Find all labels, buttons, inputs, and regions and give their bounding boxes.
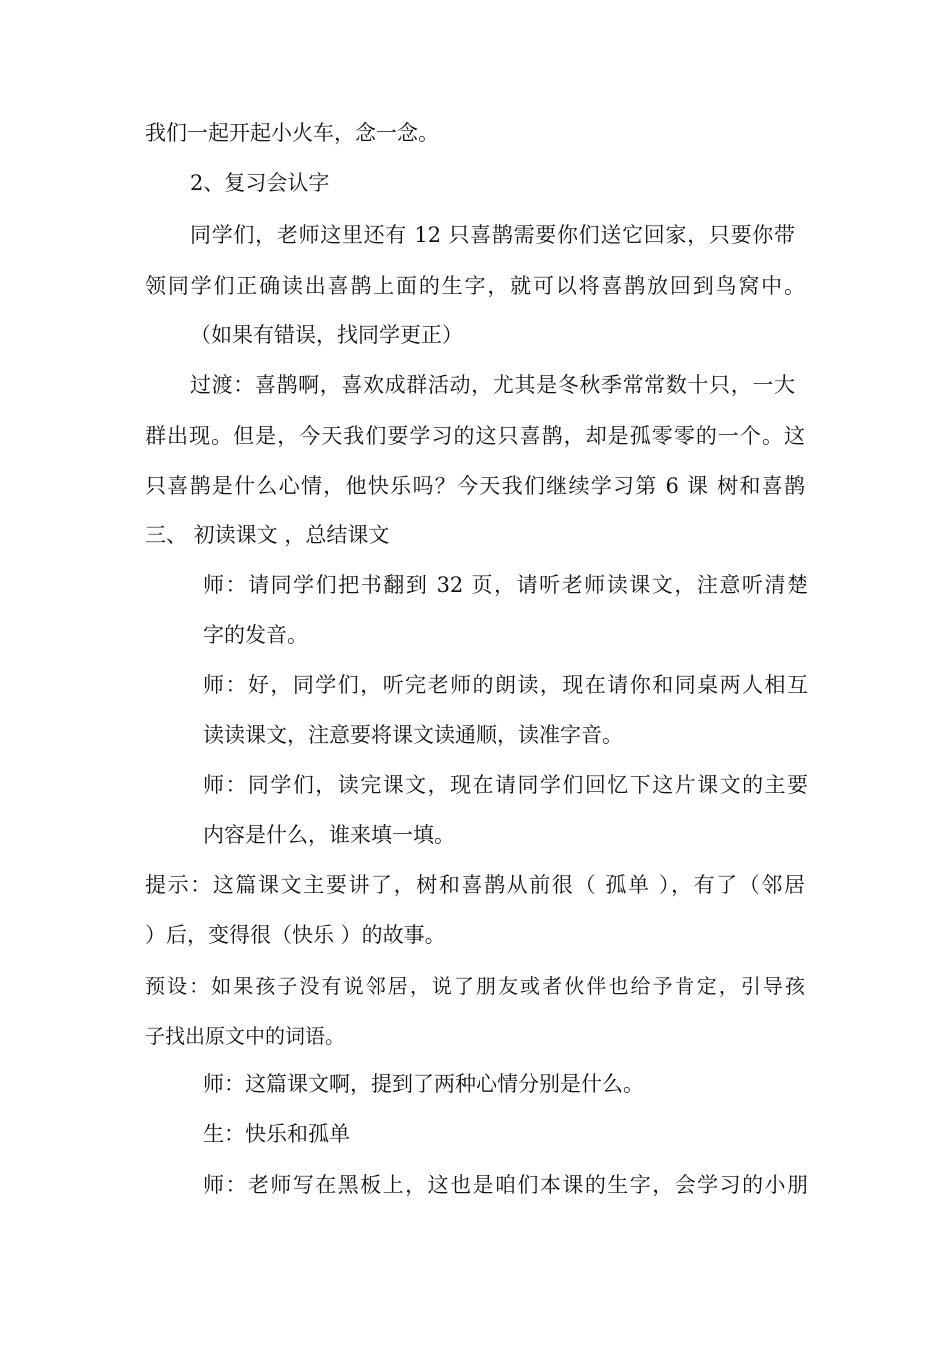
text-line: 提示：这篇课文主要讲了，树和喜鹊从前很（ 孤单 ），有了（邻居 xyxy=(145,873,805,897)
text-line: ）后，变得很（快乐 ）的故事。 xyxy=(145,923,446,947)
text-line: 内容是什么，谁来填一填。 xyxy=(203,823,455,847)
text-line: 师：这篇课文啊，提到了两种心情分别是什么。 xyxy=(203,1072,644,1096)
text-line: 过渡：喜鹊啊，喜欢成群活动，尤其是冬秋季常常数十只，一大 xyxy=(190,373,795,397)
text-line: 师：请同学们把书翻到 32 页，请听老师读课文，注意听清楚 xyxy=(203,573,808,597)
text-line: 预设：如果孩子没有说邻居，说了朋友或者伙伴也给予肯定，引导孩 xyxy=(145,974,805,998)
text-line: 领同学们正确读出喜鹊上面的生字，就可以将喜鹊放回到鸟窝中。 xyxy=(145,274,805,298)
text-line: 只喜鹊是什么心情，他快乐吗？今天我们继续学习第 6 课 树和喜鹊 xyxy=(145,474,805,498)
text-line: 同学们，老师这里还有 12 只喜鹊需要你们送它回家，只要你带 xyxy=(190,223,795,247)
text-line: 读读课文，注意要将课文读通顺，读准字音。 xyxy=(203,723,623,747)
text-line: 师：老师写在黑板上，这也是咱们本课的生字，会学习的小朋 xyxy=(203,1173,808,1197)
text-line: 字的发音。 xyxy=(203,623,308,647)
text-line: （如果有错误，找同学更正） xyxy=(190,323,463,347)
text-line: 群出现。但是，今天我们要学习的这只喜鹊，却是孤零零的一个。这 xyxy=(145,424,805,448)
text-line: 我们一起开起小火车，念一念。 xyxy=(145,121,439,145)
text-line: 生：快乐和孤单 xyxy=(203,1122,350,1146)
text-line: 师：好，同学们，听完老师的朗读，现在请你和同桌两人相互 xyxy=(203,673,808,697)
section-heading: 2、复习会认字 xyxy=(190,171,330,195)
text-line: 师：同学们，读完课文，现在请同学们回忆下这片课文的主要 xyxy=(203,773,808,797)
section-heading: 三、 初读课文 ，总结课文 xyxy=(145,523,390,547)
text-line: 子找出原文中的词语。 xyxy=(145,1024,345,1048)
